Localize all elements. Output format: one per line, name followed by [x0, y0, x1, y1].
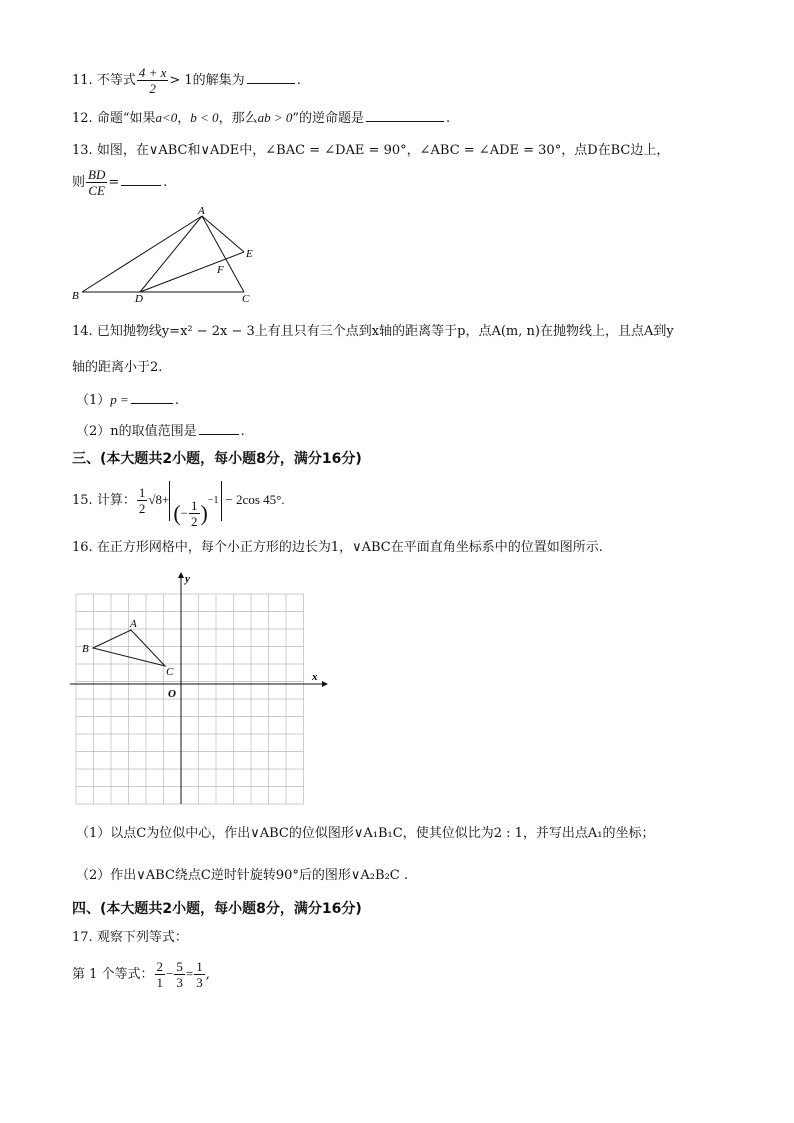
denominator: 3 — [176, 975, 183, 990]
part-label: （1） — [76, 393, 111, 408]
answer-blank[interactable] — [131, 402, 173, 404]
point-a-label: A — [130, 618, 137, 630]
question-text: n的取值范围是 — [110, 424, 197, 439]
label-d: D — [135, 293, 143, 305]
question-16-part2 — [76, 866, 408, 886]
question-text: 如图，在∨ABC和∨ADE中，∠BAC = ∠DAE = 90°，∠ABC = ∠ADE = 30°，点D在BC边上， — [96, 143, 670, 158]
question-16-part1 — [76, 824, 654, 844]
triangle-abc — [93, 630, 165, 666]
question-text: ，那么 — [218, 111, 258, 126]
equals: = — [185, 966, 194, 981]
answer-blank[interactable] — [247, 82, 295, 84]
question-14-line1 — [72, 322, 674, 342]
segment-ab — [82, 216, 202, 292]
question-14-part2 — [76, 422, 245, 442]
question-number: 13. — [72, 143, 93, 158]
left-paren: ( — [173, 500, 181, 525]
x-axis-label: x — [312, 671, 318, 683]
question-text: 则 — [72, 175, 86, 190]
punctuation: ， — [177, 111, 191, 126]
punctuation: . — [296, 73, 301, 88]
question-12 — [72, 108, 450, 129]
label-a: A — [198, 205, 205, 217]
punctuation: , — [205, 967, 210, 982]
punctuation: . — [240, 424, 245, 439]
fraction — [137, 485, 148, 516]
denominator: 2 — [138, 501, 146, 516]
question-text: > 1的解集为 — [169, 73, 245, 88]
label-c: C — [242, 293, 250, 305]
question-number: 15. — [72, 493, 93, 508]
question-text: ”的逆命题是 — [292, 111, 365, 126]
question-number: 11. — [72, 73, 93, 88]
punctuation: . — [446, 111, 451, 126]
question-16 — [72, 538, 603, 558]
label-e: E — [246, 248, 253, 260]
answer-blank[interactable] — [121, 184, 161, 186]
math-expr: − 2cos 45°. — [225, 492, 285, 507]
point-c-label: C — [166, 666, 174, 678]
punctuation: . — [163, 175, 168, 190]
origin-label: O — [168, 688, 176, 700]
question-14-line2 — [72, 358, 162, 378]
numerator: 1 — [138, 485, 146, 500]
minus-sign: − — [166, 966, 174, 981]
question-13-line2 — [72, 166, 167, 200]
y-axis-label: y — [185, 573, 190, 585]
coordinate-grid — [64, 570, 330, 810]
denominator: 3 — [196, 975, 203, 990]
question-text: 不等式 — [96, 73, 136, 88]
question-text: 轴的距离小于2. — [72, 360, 163, 375]
triangle-figure — [60, 202, 270, 308]
fraction — [174, 959, 185, 990]
right-paren: ) — [200, 500, 208, 525]
math-expr: a<0 — [155, 110, 178, 125]
question-15 — [72, 480, 285, 529]
fraction — [155, 959, 166, 990]
denominator: 1 — [156, 975, 164, 990]
question-number: 17. — [72, 930, 93, 945]
point-b-label: B — [82, 643, 89, 655]
segment-ae — [202, 216, 244, 252]
numerator: 1 — [191, 497, 198, 513]
math-expr: b < 0 — [190, 110, 219, 125]
denominator: 2 — [191, 513, 198, 529]
answer-blank[interactable] — [366, 120, 444, 122]
minus-sign: − — [180, 505, 188, 520]
question-text: 在正方形网格中，每个小正方形的边长为1，∨ABC在平面直角坐标系中的位置如图所示. — [96, 540, 603, 555]
question-17 — [72, 928, 188, 948]
y-axis-arrow — [178, 572, 184, 578]
numerator: BD — [88, 167, 106, 182]
exponent: −1 — [207, 494, 219, 506]
math-expr: ab > 0 — [257, 110, 293, 125]
punctuation: . — [174, 393, 179, 408]
denominator: 2 — [149, 81, 156, 96]
question-17-equation — [72, 954, 210, 995]
question-14-part1 — [76, 390, 179, 411]
equation-label: 第 1 个等式： — [72, 967, 154, 982]
fraction — [86, 167, 107, 198]
numerator: 5 — [176, 959, 183, 974]
question-number: 14. — [72, 324, 93, 339]
math-expr: p = — [110, 392, 129, 407]
fraction — [189, 498, 200, 529]
segment-de — [140, 252, 244, 292]
section-heading: 四、(本大题共2小题，每小题8分，满分16分) — [72, 901, 362, 917]
question-text: （2）作出∨ABC绕点C逆时针旋转90°后的图形∨A₂B₂C . — [76, 868, 408, 883]
fraction — [137, 65, 169, 96]
question-text: 已知抛物线y=x² − 2x − 3上有且只有三个点到x轴的距离等于p，点A(m, n)在抛物线上，且点A到y — [96, 324, 674, 339]
numerator: 4 + x — [138, 65, 167, 80]
question-number: 12. — [72, 111, 93, 126]
question-11 — [72, 64, 301, 98]
numerator: 2 — [156, 959, 164, 974]
part-label: （2） — [76, 424, 111, 439]
question-number: 16. — [72, 540, 93, 555]
x-axis-arrow — [322, 681, 328, 687]
equals: = — [108, 175, 120, 190]
label-b: B — [72, 290, 79, 302]
section-heading: 三、(本大题共2小题，每小题8分，满分16分) — [72, 451, 362, 467]
grid-lines — [76, 594, 304, 804]
question-text: 计算： — [96, 493, 136, 508]
sqrt-expr: √8 — [148, 492, 162, 507]
denominator: CE — [88, 183, 105, 198]
question-13-line1 — [72, 141, 669, 161]
fraction — [194, 959, 205, 990]
question-text: 观察下列等式： — [96, 930, 188, 945]
question-text: （1）以点C为位似中心，作出∨ABC的位似图形∨A₁B₁C，使其位似比为2 : 1，并写出点A₁的坐标； — [76, 826, 655, 841]
question-text: 命题“如果 — [96, 111, 156, 126]
absolute-value — [169, 481, 222, 529]
answer-blank[interactable] — [199, 433, 239, 435]
label-f: F — [217, 264, 224, 276]
numerator: 1 — [196, 959, 203, 974]
plus-sign: + — [161, 492, 170, 507]
